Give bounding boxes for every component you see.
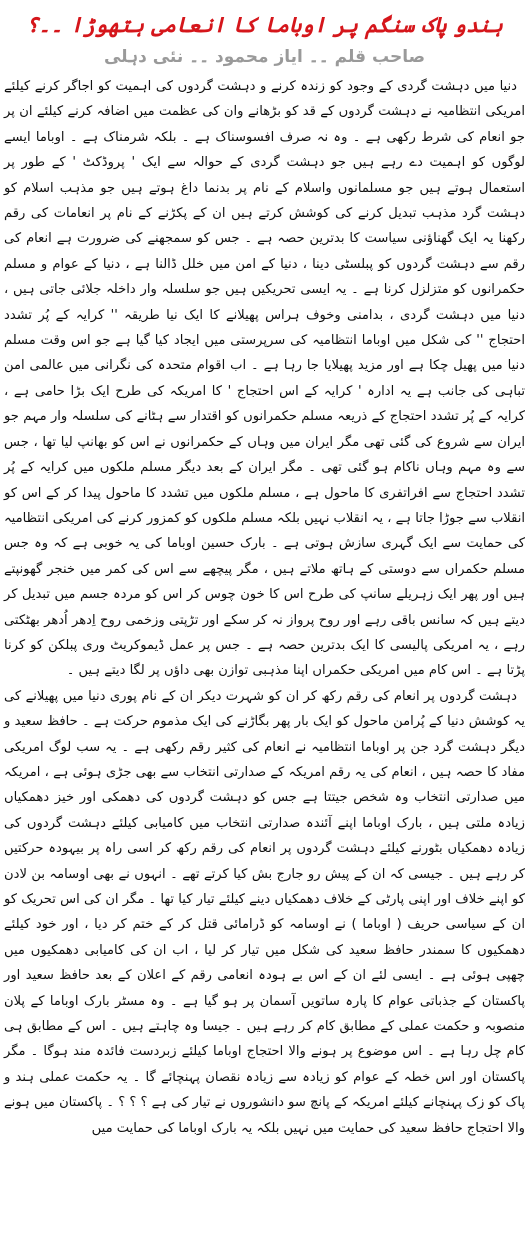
- article-paragraph: دنیا میں دہشت گردی کے وجود کو زندہ کرنے و دہشت گردوں کی اہمیت کو اجاگر کرنے کیلئے امریکی انتظامیہ نے دہشت گردوں کے قد کو بڑھانے وان کی عظمت میں اضافہ کرنے کیلئے ان پر جو انعام کی شرط رکھی ہے ۔ وہ نہ صرف افسوسناک ہے ۔ بلکہ شرمناک ہے ۔ اوباما ایسے لوگوں کو اہمیت دے رہے ہیں جو دہشت گردی کے حوالہ سے ایک ' پروڈکٹ ' کے طور پر استعمال ہوتے ہیں جو مسلمانوں واسلام کے نام پر بدنما داغ ہوتے ہیں جو مذہب اسلام کو دہشت گرد مذہب تبدیل کرنے کی کوشش کرتے ہیں ان کے پکڑنے کے نام پر انعامات کی رقم رکھنا یہ ایک گھناؤنی سیاست کا بدترین حصہ ہے ۔ جس کو سمجھنے کی ضرورت ہے انعام کی رقم سے دہشت گردوں کو پبلسٹی دینا ، دنیا کے امن میں خلل ڈالنا ہے ، دنیا کے عوام و مسلم حکمرانوں کو متزلزل کرنا ہے ۔ یہ ایسی تحریکیں ہیں جو سلسلہ وار داخلہ جلائی جاتی ہیں ، دنیا میں دہشت گردی ، بدامنی وخوف ہراس پھیلانے کا ایک نیا طریقہ '' کرایہ کے پُر تشدد احتجاج '' کی شکل میں اوباما انتظامیہ کی سرپرستی میں ایجاد کیا گیا ہے جو اس وقت مسلم دنیا میں پھیل چکا ہے اور مزید پھیلایا جا رہا ہے ۔ اب اقوام متحدہ کی نگرانی میں عالمی امن تباہی کی جانب ہے یہ ادارہ ' کرایہ کے اس احتجاج ' کا امریکہ کی طرح ایک بڑا حامی ہے ، کرایہ کے پُر تشدد احتجاج کے ذریعہ مسلم حکمرانوں کو اقتدار سے ہٹانے کی سلسلہ وار مہم جو ایران سے شروع کی گئی تھی مگر ایران میں وہاں کے حکمرانوں نے اس کو بھانپ لیا تھا ، جس سے وہ مہم وہاں ناکام ہو گئی تھی ۔ مگر ایران کے بعد دیگر مسلم ملکوں میں کرایہ کے پُر تشدد احتجاج سے افراتفری کا ماحول ہے ، مسلم ملکوں میں تشدد کا ماحول پیدا کر کے اس کو انقلاب سے جوڑا جاتا ہے ، یہ انقلاب نہیں بلکہ مسلم ملکوں کو کمزور کرنے کی امریکی انتظامیہ کی حمایت سے ایک گہری سازش ہوتی ہے ۔ بارک حسین اوباما کی یہ خوبی ہے کہ وہ جس مسلم حکمراں سے دوستی کے ہاتھ ملاتے ہیں ، مگر پیچھے سے اس کی کمر میں خنجر گھونپتے ہیں اور پھر ایک زہریلے سانپ کی طرح اس کا خون چوس کر اس کو مردہ جسم میں تبدیل کر دیتے ہیں کہ سانس باقی رہے اور روح پرواز نہ کر سکے اور تڑپتی وزخمی روح اِدھر اُدھر بھٹکتی رہے ، یہ امریکی پالیسی کا ایک بدترین حصہ ہے ۔ جس پر عمل ڈیموکریٹ وری پبلکن کو کرنا پڑتا ہے ۔ اس کام میں امریکی حکمراں اپنا مذہبی توازن بھی داؤں پر لگا دیتے ہیں ۔: [4, 79, 525, 679]
- article-headline: ہندو پاک سنگم پر اوباما کا انعامی ہتھوڑا ۔۔؟: [26, 13, 503, 37]
- article-paragraph: دہشت گردوں پر انعام کی رقم رکھ کر ان کو شہرت دیکر ان کے نام پوری دنیا میں پھیلانے کی یہ کوشش دنیا کے پُرامن ماحول کو ایک بار پھر بگاڑنے کی ایک مذموم حرکت ہے ۔ حافظ سعید و دیگر دہشت گرد جن پر اوباما انتظامیہ نے انعام کی کثیر رقم رکھی ہے ۔ یہ سب لوگ امریکی مفاد کا حصہ ہیں ، انعام کی یہ رقم امریکہ کے صدارتی انتخاب سے بھی جڑی ہوئی ہے ، امریکہ میں صدارتی انتخاب وہ شخص جیتتا ہے جس کو دہشت گردوں کی دھمکی اور خیز دھمکیاں زیادہ ملتی ہیں ، بارک اوباما اپنے آئندہ صدارتی انتخاب میں کامیابی کیلئے دہشت گردوں کی زیادہ دھمکیاں بٹورنے کیلئے دہشت گردوں پر انعام کی رقم رکھ کر اسی راہ پر بیہودہ حرکتیں کر رہے ہیں ۔ جیسی کہ ان کے پیش رو جارج بش کیا کرتے تھے ۔ انہوں نے بھی اوسامہ بن لادن کو اپنے خلاف اور اپنی پارٹی کے خلاف دھمکیاں دینے کیلئے تیار کیا تھا ۔ مگر ان کی اس تحریک کو ان کے سیاسی حریف ( اوباما ) نے اوسامہ کو ڈرامائی قتل کر کے ختم کر دیا ، اور خود کیلئے دھمکیوں کا سمندر حافظ سعید کی شکل میں تیار کر لیا ، اب ان کی کامیابی دھمکیوں میں چھپی ہوئی ہے ۔ ایسی لئے ان کے اس بے ہودہ انعامی رقم کے اعلان کے بعد حافظ سعید اور پاکستان کے جذباتی عوام کا پارہ ساتویں آسمان پر ہو گیا ہے ۔ وہ مسٹر بارک اوباما کے پلان منصوبہ و حکمت عملی کے مطابق کام کر رہے ہیں ۔ جیسا وہ چاہتے ہیں ۔ اس کے مطابق ہی کام چل رہا ہے ۔ اس موضوع پر ہونے والا احتجاج اوباما کیلئے زبردست فائدہ مند ہوگا ۔ مگر پاکستان اور اس خطہ کے عوام کو زیادہ سے زیادہ نقصان پہنچائے گا ۔ یہ حکمت عملی ہند و پاک کو زک پہنچانے کیلئے امریکہ کے پانچ سو دانشوروں نے تیار کی ہے ؟ ؟ ؟ ۔ پاکستان میں ہونے والا احتجاج حافظ سعید کی حمایت میں نہیں بلکہ یہ بارک اوباما کی حمایت میں: [4, 688, 525, 1136]
- article-byline: صاحب قلم ۔۔ ایاز محمود ۔۔ نئی دہلی: [103, 47, 426, 67]
- article-body: [4, 74, 525, 1141]
